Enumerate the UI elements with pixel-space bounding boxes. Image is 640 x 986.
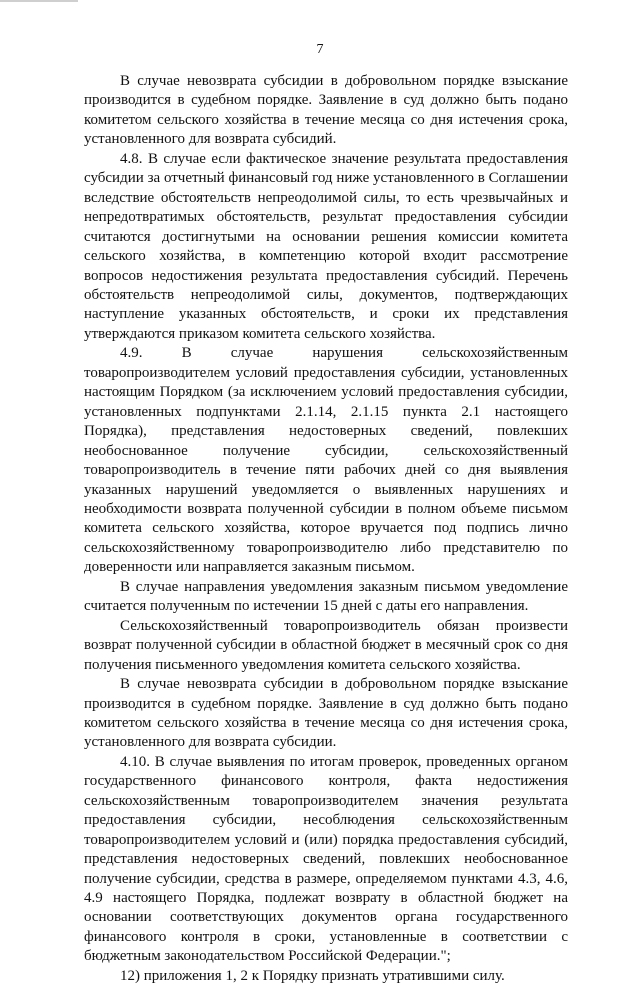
scan-edge-line xyxy=(0,0,78,2)
paragraph-refund-court-1: В случае невозврата субсидии в добровольном порядке взыскание производится в судебном порядке. Заявление в суд должно быть подано комитетом сельского хозяйства в течение месяца со дня истечения срока, установленного для возврата субсидий. xyxy=(84,73,568,148)
paragraph-item-12: 12) приложения 1, 2 к Порядку признать утратившими силу. xyxy=(120,967,505,984)
paragraph-registered-letter: В случае направления уведомления заказным письмом уведомление считается полученным по истечении 15 дней с даты его направления. xyxy=(84,578,568,615)
paragraph-4-9: 4.9. В случае нарушения сельскохозяйственным товаропроизводителем условий предоставления субсидии, установленных настоящим Порядком (за исключением условий предоставления субсидии, установленных подпунктами 2.1.14, 2.1.15 пункта 2.1 настоящего Порядка), представления недостоверных сведений, повлекших необоснованное получение субсидии, сельскохозяйственный товаропроизводитель в течение пяти рабочих дней со дня выявления указанных нарушений уведомляется о выявленных нарушениях и необходимости возврата полученной субсидии в полном объеме письмом комитета сельского хозяйства, которое вручается под подпись лично сельскохозяйственному товаропроизводителю либо представителю по доверенности или направляется заказным письмом. xyxy=(84,345,568,576)
paragraph-4-10: 4.10. В случае выявления по итогам проверок, проведенных органом государственного финансового контроля, факта недостижения сельскохозяйственным товаропроизводителем значения результата предоставления субсидии, несоблюдения сельскохозяйственным товаропроизводителем условий и (или) порядка предоставления субсидий, представления недостоверных сведений, повлекших необоснованное получение субсидии, средства в размере, определяемом пунктами 4.3, 4.6, 4.9 настоящего Порядка, подлежат возврату в областной бюджет на основании соответствующих документов органа государственного финансового контроля в сроки, установленные в соответствии с бюджетным законодательством Российской Федерации."; xyxy=(84,753,568,965)
document-body xyxy=(84,72,568,986)
paragraph-4-8: 4.8. В случае если фактическое значение результата предоставления субсидии за отчетный финансовый год ниже установленного в Соглашении вследствие обстоятельств непреодолимой силы, то есть чрезвычайных и непредотвратимых обстоятельств, результат предоставления субсидии считаются достигнутыми на основании решения комиссии комитета сельского хозяйства, в компетенцию которой входит рассмотрение вопросов недостижения результата предоставления субсидий. Перечень обстоятельств непреодолимой силы, документов, подтверждающих наступление указанных обстоятельств, и сроки их представления утверждаются приказом комитета сельского хозяйства. xyxy=(84,150,568,342)
paragraph-refund-obligation: Сельскохозяйственный товаропроизводитель обязан произвести возврат полученной субсидии в областной бюджет в месячный срок со дня получения письменного уведомления комитета сельского хозяйства. xyxy=(84,617,568,673)
page-number: 7 xyxy=(316,42,324,57)
paragraph-refund-court-2: В случае невозврата субсидии в добровольном порядке взыскание производится в судебном порядке. Заявление в суд должно быть подано комитетом сельского хозяйства в течение месяца со дня истечения срока, установленного для возврата субсидии. xyxy=(84,676,568,751)
